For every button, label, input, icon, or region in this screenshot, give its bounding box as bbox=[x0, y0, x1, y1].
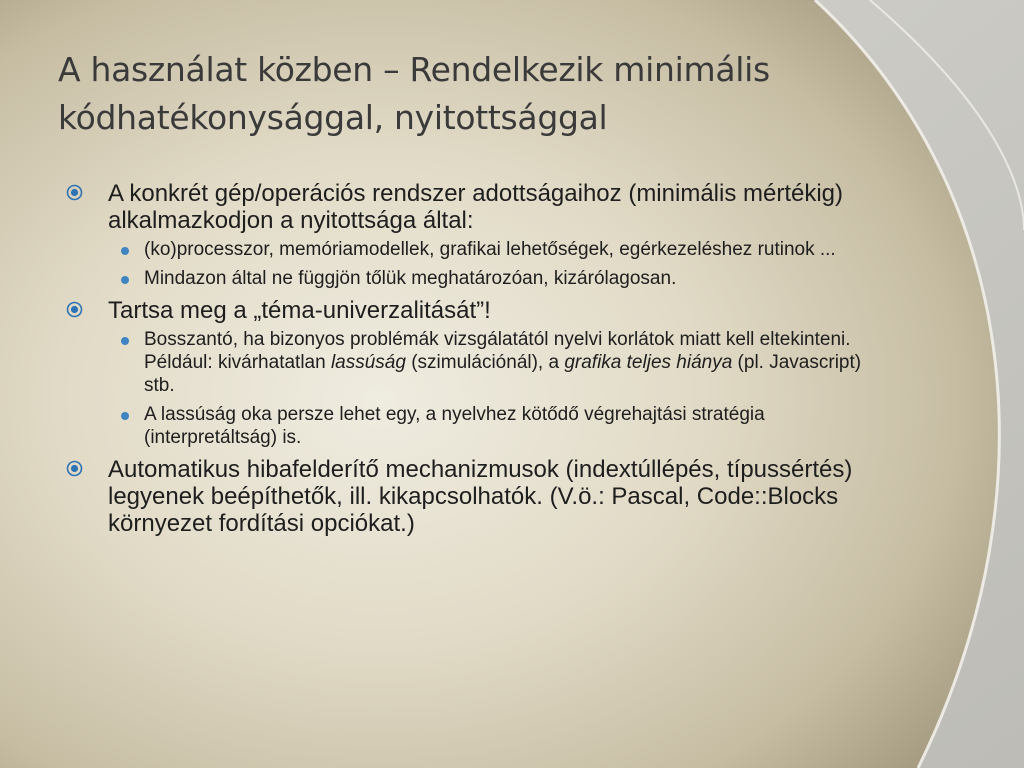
slide-body bbox=[64, 180, 894, 537]
sub-bullet-item bbox=[64, 403, 894, 449]
slide-title-line: A használat közben – Rendelkezik minimális bbox=[58, 50, 770, 89]
sub-bullet-text: A lassúság oka persze lehet egy, a nyelvhez kötődő végrehajtási stratégia (interpretáltság) is. bbox=[144, 404, 765, 448]
bullet-item bbox=[64, 297, 894, 324]
sub-bullet-item bbox=[64, 238, 894, 261]
dot-bullet-icon bbox=[121, 247, 129, 255]
dot-bullet-icon bbox=[121, 412, 129, 420]
dot-bullet-icon bbox=[121, 276, 129, 284]
dot-bullet-icon bbox=[121, 337, 129, 345]
bullet-item bbox=[64, 180, 894, 234]
sub-bullet-text: Mindazon által ne függjön tőlük meghatározóan, kizárólagosan. bbox=[144, 268, 677, 289]
bullet-text: A konkrét gép/operációs rendszer adottságaihoz (minimális mértékig) alkalmazkodjon a nyitottsága által: bbox=[108, 180, 844, 234]
sub-bullet-item bbox=[64, 267, 894, 290]
sub-bullet-text bbox=[144, 329, 861, 396]
sub-bullet-text: (ko)processzor, memóriamodellek, grafikai lehetőségek, egérkezeléshez rutinok ... bbox=[144, 239, 836, 260]
text-run: (szimulációnál), a bbox=[405, 352, 565, 373]
sub-bullet-item bbox=[64, 328, 894, 397]
emphasis-lassusag: lassúság bbox=[330, 352, 406, 373]
circle-bullet-icon bbox=[66, 184, 83, 201]
slide-title bbox=[58, 46, 958, 142]
bullet-item bbox=[64, 456, 894, 537]
circle-bullet-icon bbox=[66, 460, 83, 477]
text-run: (pl. Javascript) stb. bbox=[144, 352, 862, 396]
emphasis-grafika: grafika teljes hiánya bbox=[564, 352, 733, 373]
text-run: Bosszantó, ha bizonyos problémák vizsgálatától nyelvi korlátok miatt kell eltekinteni. Például: kivárhatatlan bbox=[144, 329, 851, 373]
bullet-text: Tartsa meg a „téma-univerzalitását”! bbox=[108, 297, 491, 324]
slide-title-line: kódhatékonysággal, nyitottsággal bbox=[58, 98, 608, 137]
bullet-text: Automatikus hibafelderítő mechanizmusok (indextúllépés, típussértés) legyenek beépíthetők, ill. kikapcsolhatók. (V.ö.: Pascal, Code::Blocks környezet fordítási opciókat.) bbox=[108, 456, 853, 537]
circle-bullet-icon bbox=[66, 301, 83, 318]
